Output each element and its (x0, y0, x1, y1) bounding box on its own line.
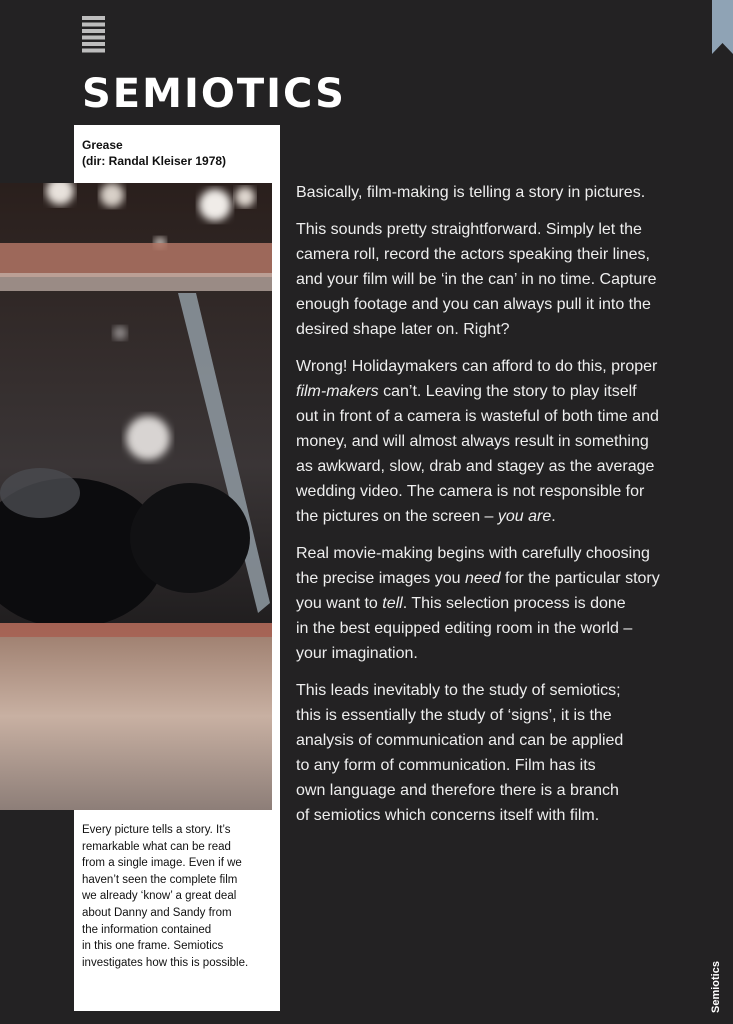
text-run: the pictures on the screen – (296, 508, 498, 525)
caption-line: in this one frame. Semiotics (82, 940, 224, 953)
text-line: to any form of communication. Film has its (296, 757, 596, 774)
text-line: as awkward, slow, drab and stagey as the average (296, 458, 655, 475)
film-still-image (0, 183, 272, 810)
text-run: can’t. Leaving the story to play itself (378, 383, 637, 400)
text-run: the precise images you (296, 570, 465, 587)
text-line (296, 591, 696, 616)
text-line: Basically, film-making is telling a story in pictures. (296, 184, 646, 201)
text-line: out in front of a camera is wasteful of both time and (296, 408, 659, 425)
text-line: Real movie-making begins with carefully choosing (296, 545, 650, 562)
text-line: this is essentially the study of ‘signs’, it is the (296, 707, 612, 724)
text-line: camera roll, record the actors speaking their lines, (296, 246, 650, 263)
text-line: enough footage and you can always pull it into the (296, 296, 651, 313)
caption-line: investigates how this is possible. (82, 956, 249, 969)
film-title: Grease (82, 138, 123, 152)
bookmark-ribbon-icon[interactable] (712, 0, 733, 54)
text-line: analysis of communication and can be applied (296, 732, 624, 749)
paragraph-2 (296, 217, 696, 342)
stripe-block-icon (82, 16, 105, 54)
film-credit: (dir: Randal Kleiser 1978) (82, 154, 227, 168)
text-line: and your film will be ‘in the can’ in no time. Capture (296, 271, 657, 288)
text-line: money, and will almost always result in something (296, 433, 649, 450)
text-line: desired shape later on. Right? (296, 321, 510, 338)
caption-line: the information contained (82, 923, 212, 936)
paragraph-3 (296, 354, 696, 529)
section-side-label: Semiotics (710, 961, 722, 1013)
paragraph-5 (296, 678, 696, 828)
caption-line: from a single image. Even if we (82, 857, 242, 870)
caption-line: we already ‘know’ a great deal (82, 890, 237, 903)
text-run: for the particular story (500, 570, 660, 587)
text-line: own language and therefore there is a branch (296, 782, 619, 799)
emphasis: tell (382, 595, 403, 612)
body-text (296, 180, 696, 840)
caption-line: haven’t seen the complete film (82, 873, 238, 886)
text-run: you want to (296, 595, 383, 612)
caption-line: about Danny and Sandy from (82, 906, 232, 919)
photo-caption (82, 822, 277, 971)
text-line: Wrong! Holidaymakers can afford to do this, proper (296, 358, 658, 375)
emphasis: film-makers (296, 383, 379, 400)
emphasis: need (464, 570, 501, 587)
text-run: . This selection process is done (402, 595, 626, 612)
emphasis: you are (497, 508, 552, 525)
text-line: This sounds pretty straightforward. Simply let the (296, 221, 642, 238)
text-run: . (551, 508, 556, 525)
page-title: SEMIOTICS (82, 71, 346, 117)
paragraph-1 (296, 180, 696, 205)
caption-line: Every picture tells a story. It’s (82, 824, 231, 836)
text-line: wedding video. The camera is not responsible for (296, 483, 645, 500)
text-line (296, 504, 696, 529)
text-line: your imagination. (296, 645, 418, 662)
caption-line: remarkable what can be read (82, 840, 231, 853)
text-line: in the best equipped editing room in the world – (296, 620, 633, 637)
text-line (296, 379, 696, 404)
paragraph-4 (296, 541, 696, 666)
text-line: of semiotics which concerns itself with film. (296, 807, 600, 824)
text-line (296, 566, 696, 591)
film-caption (82, 137, 272, 169)
text-line: This leads inevitably to the study of semiotics; (296, 682, 621, 699)
